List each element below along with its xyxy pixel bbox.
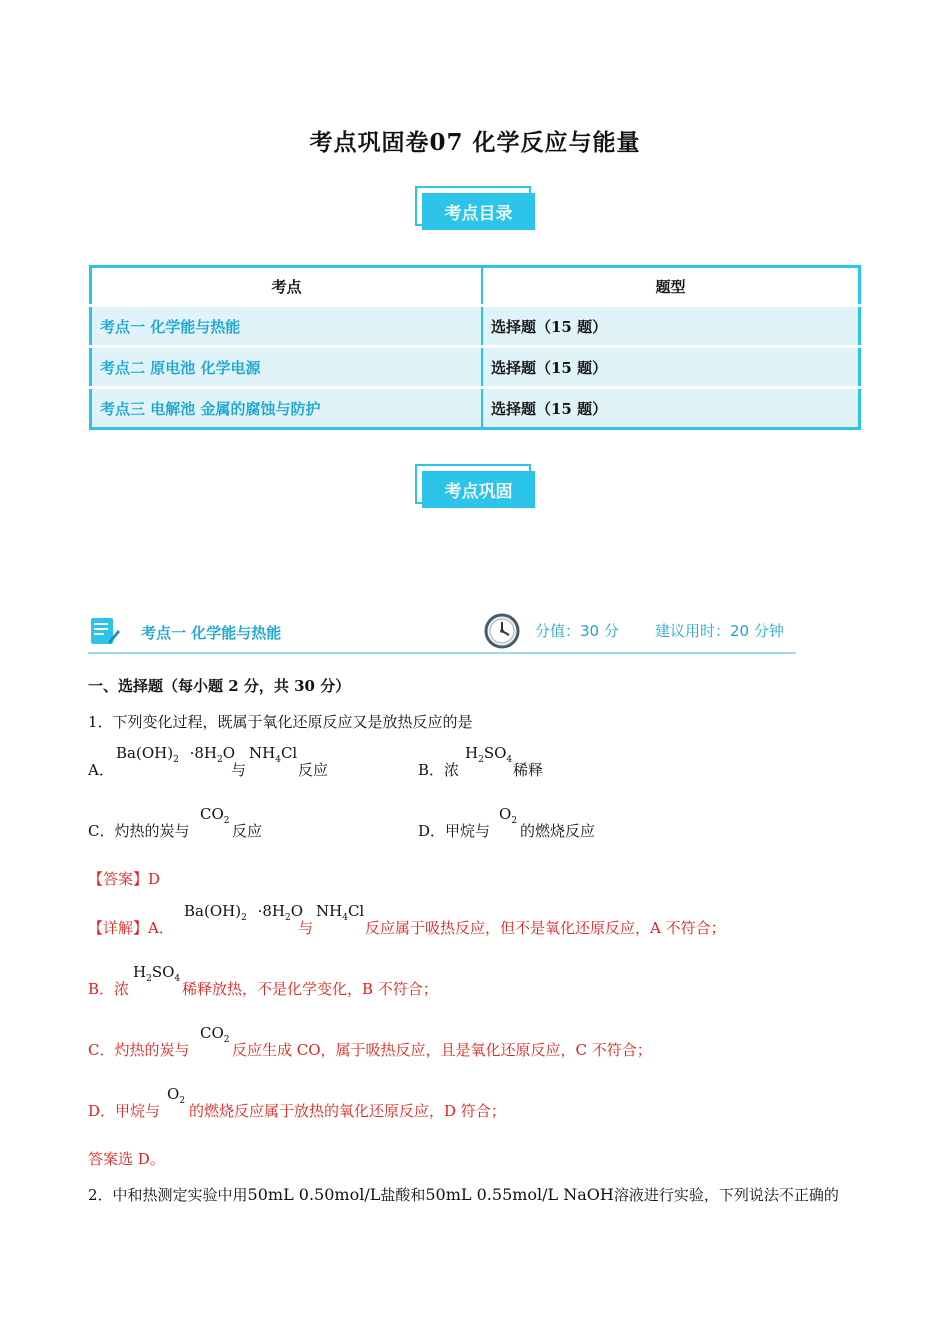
q1-explanation-c: 反应生成 CO，属于吸热反应，且是氧化还原反应，C 不符合；: [232, 1041, 652, 1059]
q1-option-a-end: 反应: [298, 761, 329, 779]
clock-icon: [484, 613, 520, 649]
toc-header-topic: 考点: [91, 267, 483, 306]
q1-explanation-d-formula: $O_2$: [167, 1085, 186, 1106]
page-title: 考点巩固卷07 化学反应与能量: [309, 129, 641, 156]
q1-option-c-end: 反应: [232, 822, 263, 840]
q1-option-c-label: C．灼热的炭与: [88, 822, 190, 840]
q1-option-a-label: A．: [88, 761, 114, 779]
toc-table: [89, 265, 861, 430]
q1-option-d-formula: $O_2$: [499, 805, 518, 826]
q1-explanation-a-connector: 与: [298, 919, 314, 937]
review-badge-label: 考点巩固: [422, 471, 535, 508]
q1-explanation-b-label: B．浓: [88, 980, 130, 998]
q1-option-b-formula: $H_2SO_4$: [465, 744, 513, 765]
notepad-icon: [90, 616, 120, 646]
toc-topic: 考点一 化学能与热能: [91, 306, 483, 347]
q1-explanation-c-label: C．灼热的炭与: [88, 1041, 190, 1059]
toc-badge: [415, 186, 535, 230]
q1-explanation-a-formula-2: $NH_4Cl$: [316, 902, 365, 923]
toc-topic: 考点二 原电池 化学电源: [91, 347, 483, 388]
toc-header-row: [91, 267, 860, 306]
toc-header-type: 题型: [482, 267, 860, 306]
q1-explanation-label: 【详解】A．: [88, 919, 174, 937]
q1-explanation-d-label: D．甲烷与: [88, 1102, 161, 1120]
q1-explanation-c-formula: $CO_2$: [200, 1024, 230, 1045]
q1-conclusion: 答案选 D。: [88, 1150, 165, 1168]
q1-answer: 【答案】D: [88, 870, 161, 888]
q1-option-d-end: 的燃烧反应: [520, 822, 596, 840]
section-score: 分值：30 分: [535, 622, 619, 640]
q1-stem: 1．下列变化过程，既属于氧化还原反应又是放热反应的是: [88, 713, 473, 731]
review-badge: [415, 464, 535, 508]
table-row: [91, 306, 860, 347]
q1-explanation-b-formula: $H_2SO_4$: [133, 963, 181, 984]
q1-option-c-formula: $CO_2$: [200, 805, 230, 826]
section-time: 建议用时：20 分钟: [655, 622, 784, 640]
q1-option-a-formula: $Ba(OH)_2 \cdot 8H_2O$: [116, 744, 236, 765]
q1-option-a-connector: 与: [231, 761, 247, 779]
q1-option-d-label: D．甲烷与: [418, 822, 491, 840]
part-heading: 一、选择题（每小题 2 分，共 30 分）: [88, 677, 351, 695]
q1-explanation-a: 反应属于吸热反应，但不是氧化还原反应，A 不符合；: [365, 919, 726, 937]
toc-badge-label: 考点目录: [422, 193, 535, 230]
q1-explanation-a-formula: $Ba(OH)_2 \cdot 8H_2O$: [184, 902, 304, 923]
q1-option-b-end: 稀释: [513, 761, 544, 779]
toc-type: 选择题（15 题）: [482, 347, 860, 388]
toc-type: 选择题（15 题）: [482, 388, 860, 429]
q2-stem: 2．中和热测定实验中用50mL 0.50mol/L盐酸和50mL 0.55mol/L NaOH溶液进行实验，下列说法不正确的: [88, 1185, 839, 1204]
q1-explanation-b: 稀释放热，不是化学变化，B 不符合；: [182, 980, 438, 998]
toc-type: 选择题（15 题）: [482, 306, 860, 347]
q1-explanation-d: 的燃烧反应属于放热的氧化还原反应，D 符合；: [189, 1102, 506, 1120]
table-row: [91, 347, 860, 388]
q1-option-b-label: B．浓: [418, 761, 460, 779]
table-row: [91, 388, 860, 429]
section-title: 考点一 化学能与热能: [141, 624, 282, 642]
q1-option-a-formula-2: $NH_4Cl$: [249, 744, 298, 765]
toc-topic: 考点三 电解池 金属的腐蚀与防护: [91, 388, 483, 429]
section-divider: [88, 652, 796, 654]
